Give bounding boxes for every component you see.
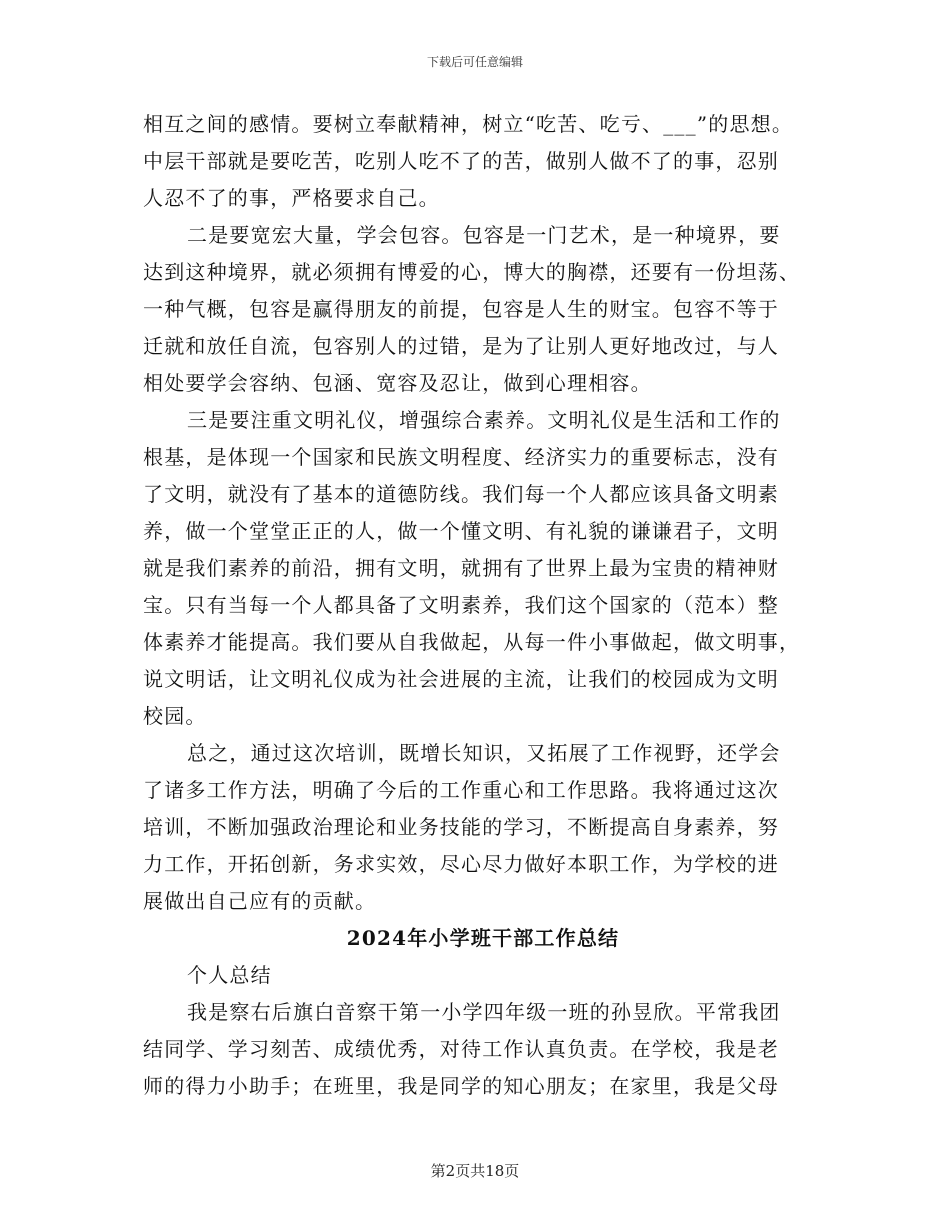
text-line: 中层干部就是要吃苦，吃别人吃不了的苦，做别人做不了的事，忍别 xyxy=(143,149,779,173)
text-line: 一种气概，包容是赢得朋友的前提，包容是人生的财宝。包容不等于 xyxy=(143,297,779,321)
page-footer: 第2页共18页 xyxy=(430,1162,520,1180)
page-header: 下载后可任意编辑 xyxy=(426,55,523,69)
text-line: 力工作，开拓创新，务求实效，尽心尽力做好本职工作，为学校的进 xyxy=(143,852,779,876)
text-line: 了文明，就没有了基本的道德防线。我们每一个人都应该具备文明素 xyxy=(143,482,779,506)
text-line: 师的得力小助手；在班里，我是同学的知心朋友；在家里，我是父母 xyxy=(143,1074,779,1098)
text-line: 结同学、学习刻苦、成绩优秀，对待工作认真负责。在学校，我是老 xyxy=(143,1037,779,1061)
text-line: 培训，不断加强政治理论和业务技能的学习，不断提高自身素养，努 xyxy=(143,815,779,839)
text-line: 相处要学会容纳、包涵、宽容及忍让，做到心理相容。 xyxy=(143,371,652,395)
paragraph-start-line: 我是察右后旗白音察干第一小学四年级一班的孙昱欣。平常我团 xyxy=(187,1000,781,1024)
text-line: 校园。 xyxy=(143,704,207,728)
section-title: 2024年小学班干部工作总结 xyxy=(346,926,620,950)
text-line: 体素养才能提高。我们要从自我做起，从每一件小事做起，做文明事， xyxy=(143,630,801,654)
text-line: 了诸多工作方法，明确了今后的工作重心和工作思路。我将通过这次 xyxy=(143,778,779,802)
text-line: 就是我们素养的前沿，拥有文明，就拥有了世界上最为宝贵的精神财 xyxy=(143,556,779,580)
text-line: 迁就和放任自流，包容别人的过错，是为了让别人更好地改过，与人 xyxy=(143,334,779,358)
paragraph-start-line: 二是要宽宏大量，学会包容。包容是一门艺术，是一种境界，要 xyxy=(187,223,781,247)
paragraph-start-line: 三是要注重文明礼仪，增强综合素养。文明礼仪是生活和工作的 xyxy=(187,408,781,432)
text-line: 展做出自己应有的贡献。 xyxy=(143,889,377,913)
subheading-line: 个人总结 xyxy=(187,963,272,987)
document-body xyxy=(143,106,823,1105)
text-line: 养，做一个堂堂正正的人，做一个懂文明、有礼貌的谦谦君子，文明 xyxy=(143,519,779,543)
text-line: 宝。只有当每一个人都具备了文明素养，我们这个国家的（范本）整 xyxy=(143,593,779,617)
text-line: 人忍不了的事，严格要求自己。 xyxy=(143,186,440,210)
text-line: 达到这种境界，就必须拥有博爱的心，博大的胸襟，还要有一份坦荡、 xyxy=(143,260,801,284)
text-line: 根基，是体现一个国家和民族文明程度、经济实力的重要标志，没有 xyxy=(143,445,779,469)
text-line: 说文明话，让文明礼仪成为社会进展的主流，让我们的校园成为文明 xyxy=(143,667,779,691)
paragraph-start-line: 总之，通过这次培训，既增长知识，又拓展了工作视野，还学会 xyxy=(187,741,781,765)
text-line: 相互之间的感情。要树立奉献精神，树立“吃苦、吃亏、___”的思想。 xyxy=(143,112,794,136)
